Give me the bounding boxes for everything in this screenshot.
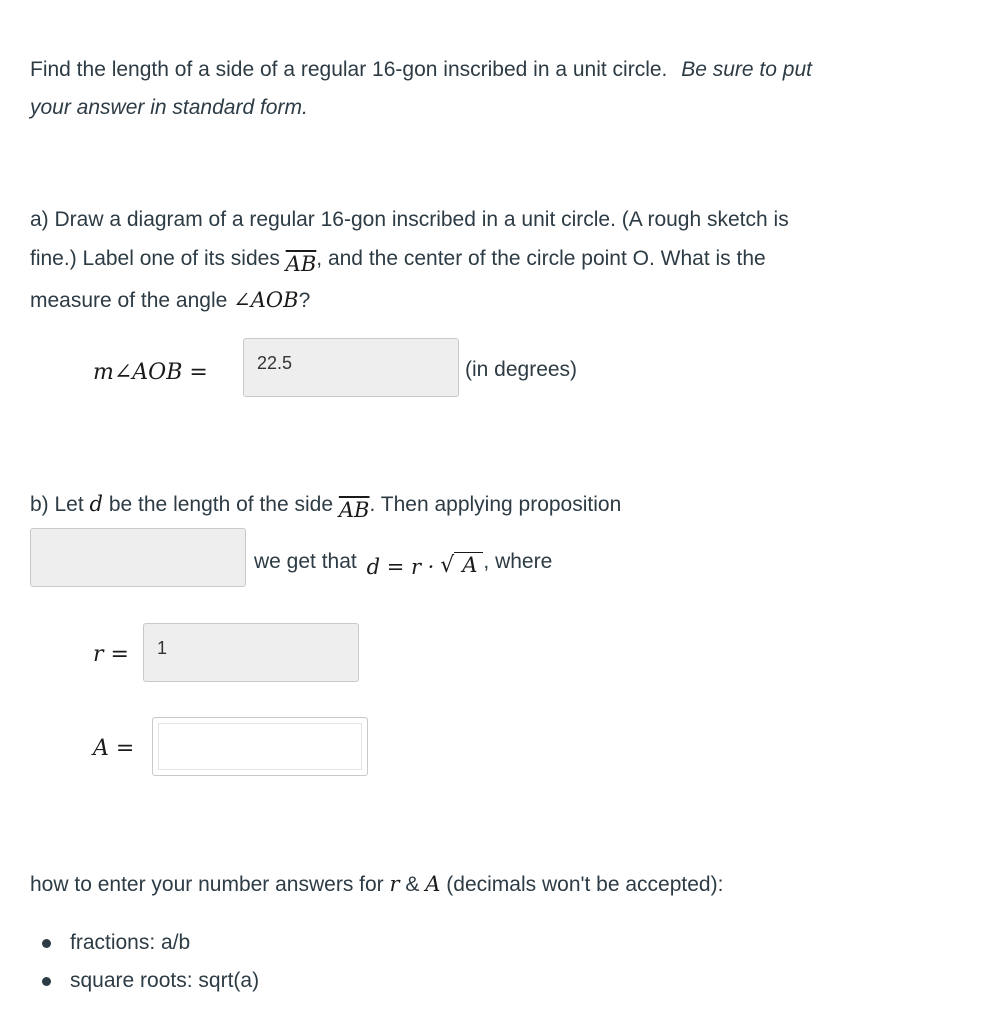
sqrt-symbol: √ A [440, 552, 483, 578]
r-input[interactable]: 1 [143, 623, 359, 682]
angle-answer-label: m∠AOB = [93, 360, 208, 385]
question-prompt: Find the length of a side of a regular 16-gon inscribed in a unit circle. [30, 58, 668, 81]
bullet-icon [42, 939, 51, 948]
var-r: r [389, 872, 400, 896]
question-text [30, 58, 812, 82]
part-b-line1: b) Let d be the length of the side $\overline{AB}$. Then applying proposition [30, 492, 622, 522]
question-emphasis: Be sure to put [681, 58, 812, 81]
var-a: A [425, 872, 441, 896]
part-a-line2: fine.) Label one of its sides $\overline{AB}$, and the center of the circle point O. What is the [30, 247, 766, 276]
angle-label: ∠AOB [233, 288, 299, 312]
list-item: fractions: a/b [30, 926, 259, 964]
proposition-input[interactable] [30, 528, 246, 587]
angle-unit-text: (in degrees) [465, 358, 578, 381]
part-a-line1: a) Draw a diagram of a regular 16-gon inscribed in a unit circle. (A rough sketch is [30, 208, 789, 231]
var-d: d [89, 492, 103, 516]
side-label-ab-b: $\overline{AB}$ [338, 498, 370, 522]
question-emphasis-cont: your answer in standard form. [30, 96, 308, 119]
a-input[interactable] [152, 717, 368, 776]
bullet-icon [42, 977, 51, 986]
part-a-line3: measure of the angle ∠AOB? [30, 288, 311, 312]
angle-answer-input[interactable]: 22.5 [243, 338, 459, 397]
formula-line: we get that d = r · √ A , where [254, 550, 553, 579]
r-label: r = [93, 642, 129, 667]
formula-radicand: A [454, 552, 483, 577]
list-item: square roots: sqrt(a) [30, 964, 259, 1002]
instructions-list [30, 926, 259, 1002]
formula-lhs: d = r · [366, 555, 435, 579]
a-input-field[interactable] [158, 723, 362, 770]
a-label: A = [93, 736, 135, 761]
instructions-text: how to enter your number answers for r & A (decimals won't be accepted): [30, 872, 724, 896]
side-label-ab: $\overline{AB}$ [285, 252, 317, 276]
